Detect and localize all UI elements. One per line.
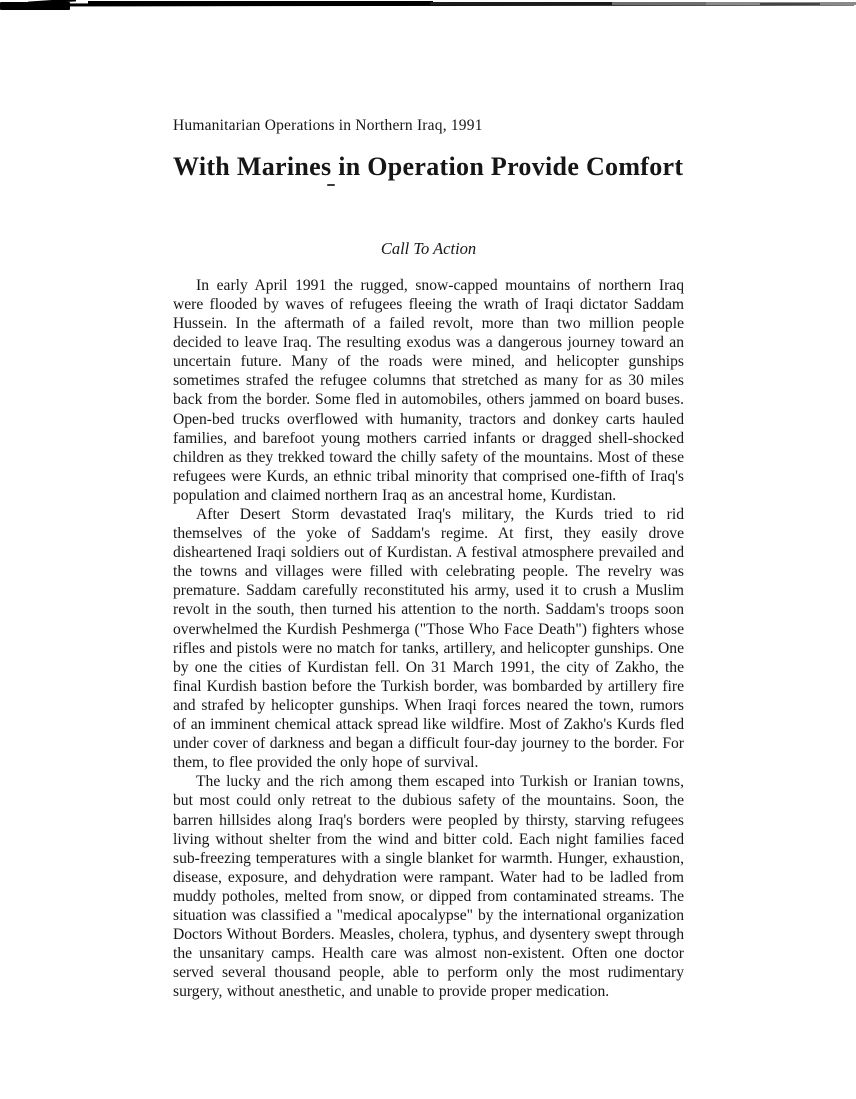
page-content (173, 117, 684, 1001)
scan-band-thick (88, 1, 433, 5)
scan-band-dark (760, 3, 820, 5)
scan-band-gray (612, 2, 712, 5)
body-text (173, 276, 684, 1002)
scan-band-mid (430, 2, 640, 5)
scan-artifact-top (0, 0, 856, 14)
section-heading: Call To Action (380, 238, 477, 258)
paragraph-3: The lucky and the rich among them escaped into Turkish or Iranian towns, but most could only retreat to the dubious safety of the mountains. Soon, the barren hillsides along Iraq's borders were peopled by thirsty, starving refugees living without shelter from the wind and bitter cold. Each night families faced sub-freezing temperatures with a single blanket for warmth. Hunger, exhaustion, disease, exposure, and dehydration were rampant. Water had to be ladled from muddy potholes, melted from snow, or dipped from contaminated streams. The situation was classified a "medical apocalypse" by the international organization Doctors Without Borders. Measles, cholera, typhus, and dysentery swept through the unsanitary camps. Health care was almost non-existent. Often one doctor served several thousand people, able to perform only the most rudimentary surgery, without anesthetic, and unable to provide proper medication. (173, 773, 684, 1001)
paragraph-2: After Desert Storm devastated Iraq's military, the Kurds tried to rid themselves of the yoke of Saddam's regime. At first, they easily drove disheartened Iraqi soldiers out of Kurdistan. A festival atmosphere prevailed and the towns and villages were filled with celebrating people. The revelry was premature. Saddam carefully reconstituted his army, used it to crush a Muslim revolt in the south, then turned his attention to the north. Saddam's troops soon overwhelmed the Kurdish Peshmerga ("Those Who Face Death") fighters whose rifles and pistols were no match for tanks, artillery, and helicopter gunships. One by one the cities of Kurdistan fell. On 31 March 1991, the city of Zakho, the final Kurdish bastion before the Turkish border, was bombarded by artillery fire and strafed by helicopter gunships. When Iraqi forces neared the town, rumors of an imminent chemical attack spread like wildfire. Most of Zakho's Kurds fled under cover of darkness and began a difficult four-day journey to the border. For them, to flee provided the only hope of survival. (173, 506, 684, 772)
running-header: Humanitarian Operations in Northern Iraq, 1991 (173, 117, 483, 134)
paragraph-1: In early April 1991 the rugged, snow-capped mountains of northern Iraq were flooded by waves of refugees fleeing the wrath of Iraqi dictator Saddam Hussein. In the aftermath of a failed revolt, more than two million people decided to leave Iraq. The resulting exodus was a dangerous journey toward an uncertain future. Many of the roads were mined, and helicopter gunships sometimes strafed the refugee columns that stretched as many for as 30 miles back from the border. Some fled in automobiles, others jammed on board buses. Open-bed trucks overflowed with humanity, tractors and donkey carts hauled families, and barefoot young mothers carried infants or dragged shell-shocked children as they trekked toward the chilly safety of the mountains. Most of these refugees were Kurds, an ethnic tribal minority that comprised one-fifth of Iraq's population and claimed northern Iraq as an ancestral home, Kurdistan. (173, 276, 684, 504)
page-title: With Marines in Operation Provide Comfort (173, 152, 684, 181)
